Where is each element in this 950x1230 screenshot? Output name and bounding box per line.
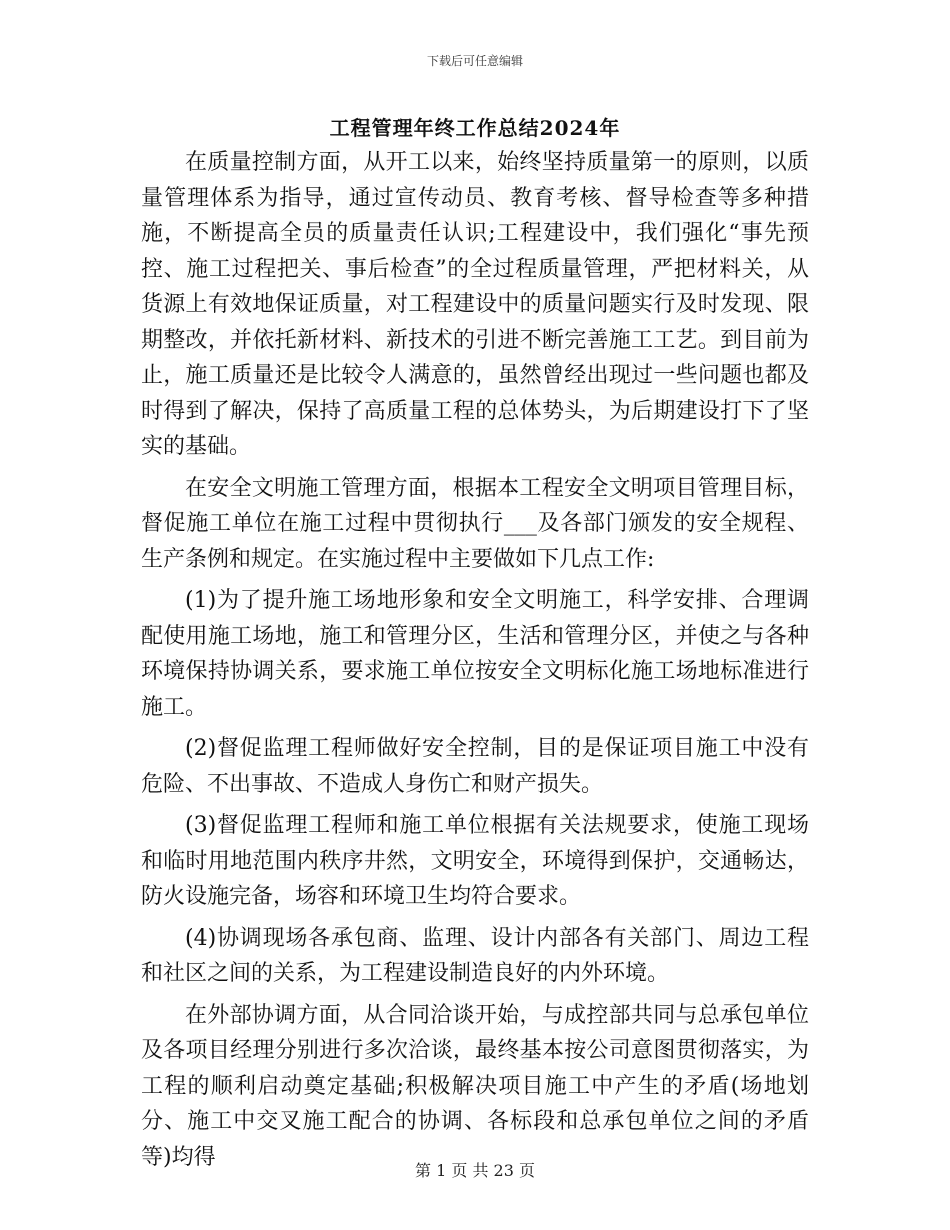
paragraph-item-2: (2)督促监理工程师做好安全控制，目的是保证项目施工中没有危险、不出事故、不造成人身伤亡和财产损失。 xyxy=(141,736,809,797)
paragraph-item-4: (4)协调现场各承包商、监理、设计内部各有关部门、周边工程和社区之间的关系，为工程建设制造良好的内外环境。 xyxy=(141,925,809,986)
document-title: 工程管理年终工作总结2024年 xyxy=(329,116,621,140)
page-number: 第 1 页 共 23 页 xyxy=(415,1161,535,1180)
download-note: 下载后可任意编辑 xyxy=(426,54,523,68)
document-body xyxy=(141,145,809,1175)
paragraph-safety-management: 在安全文明施工管理方面，根据本工程安全文明项目管理目标，督促施工单位在施工过程中贯彻执行___及各部门颁发的安全规程、生产条例和规定。在实施过程中主要做如下几点工作: xyxy=(141,475,809,572)
paragraph-quality-control: 在质量控制方面，从开工以来，始终坚持质量第一的原则，以质量管理体系为指导，通过宣传动员、教育考核、督导检查等多种措施，不断提高全员的质量责任认识;工程建设中，我们强化“事先预控、施工过程把关、事后检查”的全过程质量管理，严把材料关，从货源上有效地保证质量，对工程建设中的质量问题实行及时发现、限期整改，并依托新材料、新技术的引进不断完善施工工艺。到目前为止，施工质量还是比较令人满意的，虽然曾经出现过一些问题也都及时得到了解决，保持了高质量工程的总体势头，为后期建设打下了坚实的基础。 xyxy=(141,150,809,459)
paragraph-item-3: (3)督促监理工程师和施工单位根据有关法规要求，使施工现场和临时用地范围内秩序井然，文明安全，环境得到保护，交通畅达，防火设施完备，场容和环境卫生均符合要求。 xyxy=(141,813,809,909)
paragraph-item-1: (1)为了提升施工场地形象和安全文明施工，科学安排、合理调配使用施工场地，施工和管理分区，生活和管理分区，并使之与各种环境保持协调关系，要求施工单位按安全文明标化施工场地标准进行施工。 xyxy=(141,588,809,720)
paragraph-external-coordination: 在外部协调方面，从合同洽谈开始，与成控部共同与总承包单位及各项目经理分别进行多次洽谈，最终基本按公司意图贯彻落实，为工程的顺利启动奠定基础;积极解决项目施工中产生的矛盾(场地划分、施工中交叉施工配合的协调、各标段和总承包单位之间的矛盾等)均得 xyxy=(141,1002,809,1170)
